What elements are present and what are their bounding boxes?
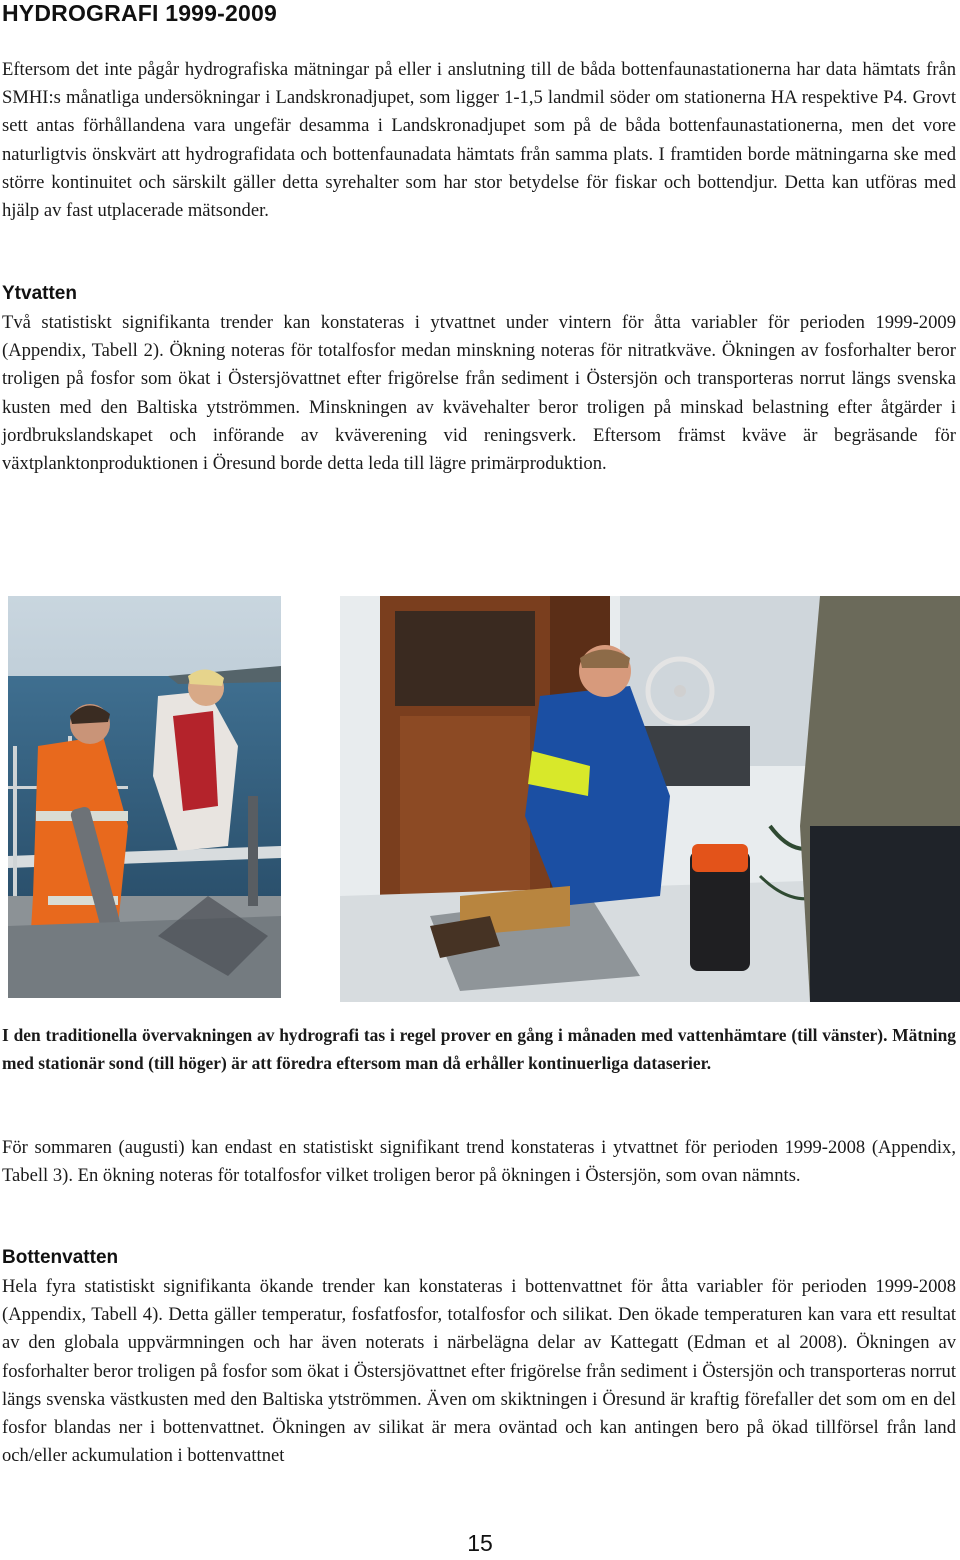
bottenvatten-paragraph: Hela fyra statistiskt signifikanta ökande trender kan konstateras i bottenvattnet för åtta variabler för perioden 1999-2008 (Appendix, Tabell 4). Detta gäller temperatur, fosfatfosfor, totalfosfor och silikat. Den ökade temperaturen kan vara ett resultat av den globala uppvärmningen och har även noterats i närbelägna delar av Kattegatt (Edman et al 2008). Ökningen av fosforhalter beror troligen på fosfor som ökat i Östersjövattnet efter frigörelse från sediment i Östersjön och transporteras norrut längs svenska västkusten med den Baltiska ytströmmen. Även om skiktningen i Öresund är kraftig förefaller det som om en del fosfor blandas ner i bottenvattnet. Ökningen av silikat är mera oväntad och kan antingen bero på ökad tillförsel från land och/eller ackumulation i bottenvattnet xyxy=(2,1276,956,1467)
photo-caption: I den traditionella övervakningen av hydrografi tas i regel prover en gång i månaden med vattenhämtare (till vänster). Mätning med stationär sond (till höger) är att föredra eftersom man då erhåller kontinuerliga dataserier. xyxy=(2,1025,956,1074)
intro-paragraph: Eftersom det inte pågår hydrografiska mätningar på eller i anslutning till de båda bottenfaunastationerna har data hämtats från SMHI:s månatliga undersökningar i Landskronadjupet, som ligger 1-1,5 landmil söder om stationerna HA respektive P4. Grovt sett antas förhållandena vara ungefär desamma i Landskronadjupet som på de båda bottenfaunastationerna, men det vore naturligtvis önskvärt att hydrografidata och bottenfaunadata hämtats från samma plats. I framtiden borde mätningarna ske med större kontinuitet och särskilt gäller detta syrehalter som har stor betydelse för fiskar och bottendjur. Detta kan utföras med hjälp av fast utplacerade mätsonder. xyxy=(2,59,956,222)
ytvatten-paragraph: Två statistiskt signifikanta trender kan konstateras i ytvattnet under vintern för åtta variabler för perioden 1999-2009 (Appendix, Tabell 2). Ökning noteras för totalfosfor medan minskning noteras för nitratkväve. Ökningen av fosforhalter beror troligen på fosfor som ökat i Östersjövattnet efter frigörelse från sediment i Östersjön och transporteras norrut längs svenska kusten med den Baltiska ytströmmen. Minskningen av kvävehalter beror troligen på minskad belastning efter åtgärder i jordbrukslandskapet och införande av kväverening vid reningsverk. Eftersom främst kväve är begräsande för växtplanktonproduktionen i Öresund borde detta leda till lägre primärproduktion. xyxy=(2,312,956,475)
page-heading: HYDROGRAFI 1999-2009 xyxy=(2,0,277,26)
photo-stationary-probe xyxy=(340,596,960,1002)
section-title-bottenvatten: Bottenvatten xyxy=(2,1247,119,1268)
summer-paragraph: För sommaren (augusti) kan endast en statistiskt signifikant trend konstateras i ytvattnet för perioden 1999-2008 (Appendix, Tabell 3). En ökning noteras för totalfosfor vilket troligen beror på ökningen i Östersjön, som ovan nämnts. xyxy=(2,1137,956,1187)
photo-water-sampler xyxy=(8,596,281,998)
page-number: 15 xyxy=(467,1530,493,1556)
section-title-ytvatten: Ytvatten xyxy=(2,283,77,304)
